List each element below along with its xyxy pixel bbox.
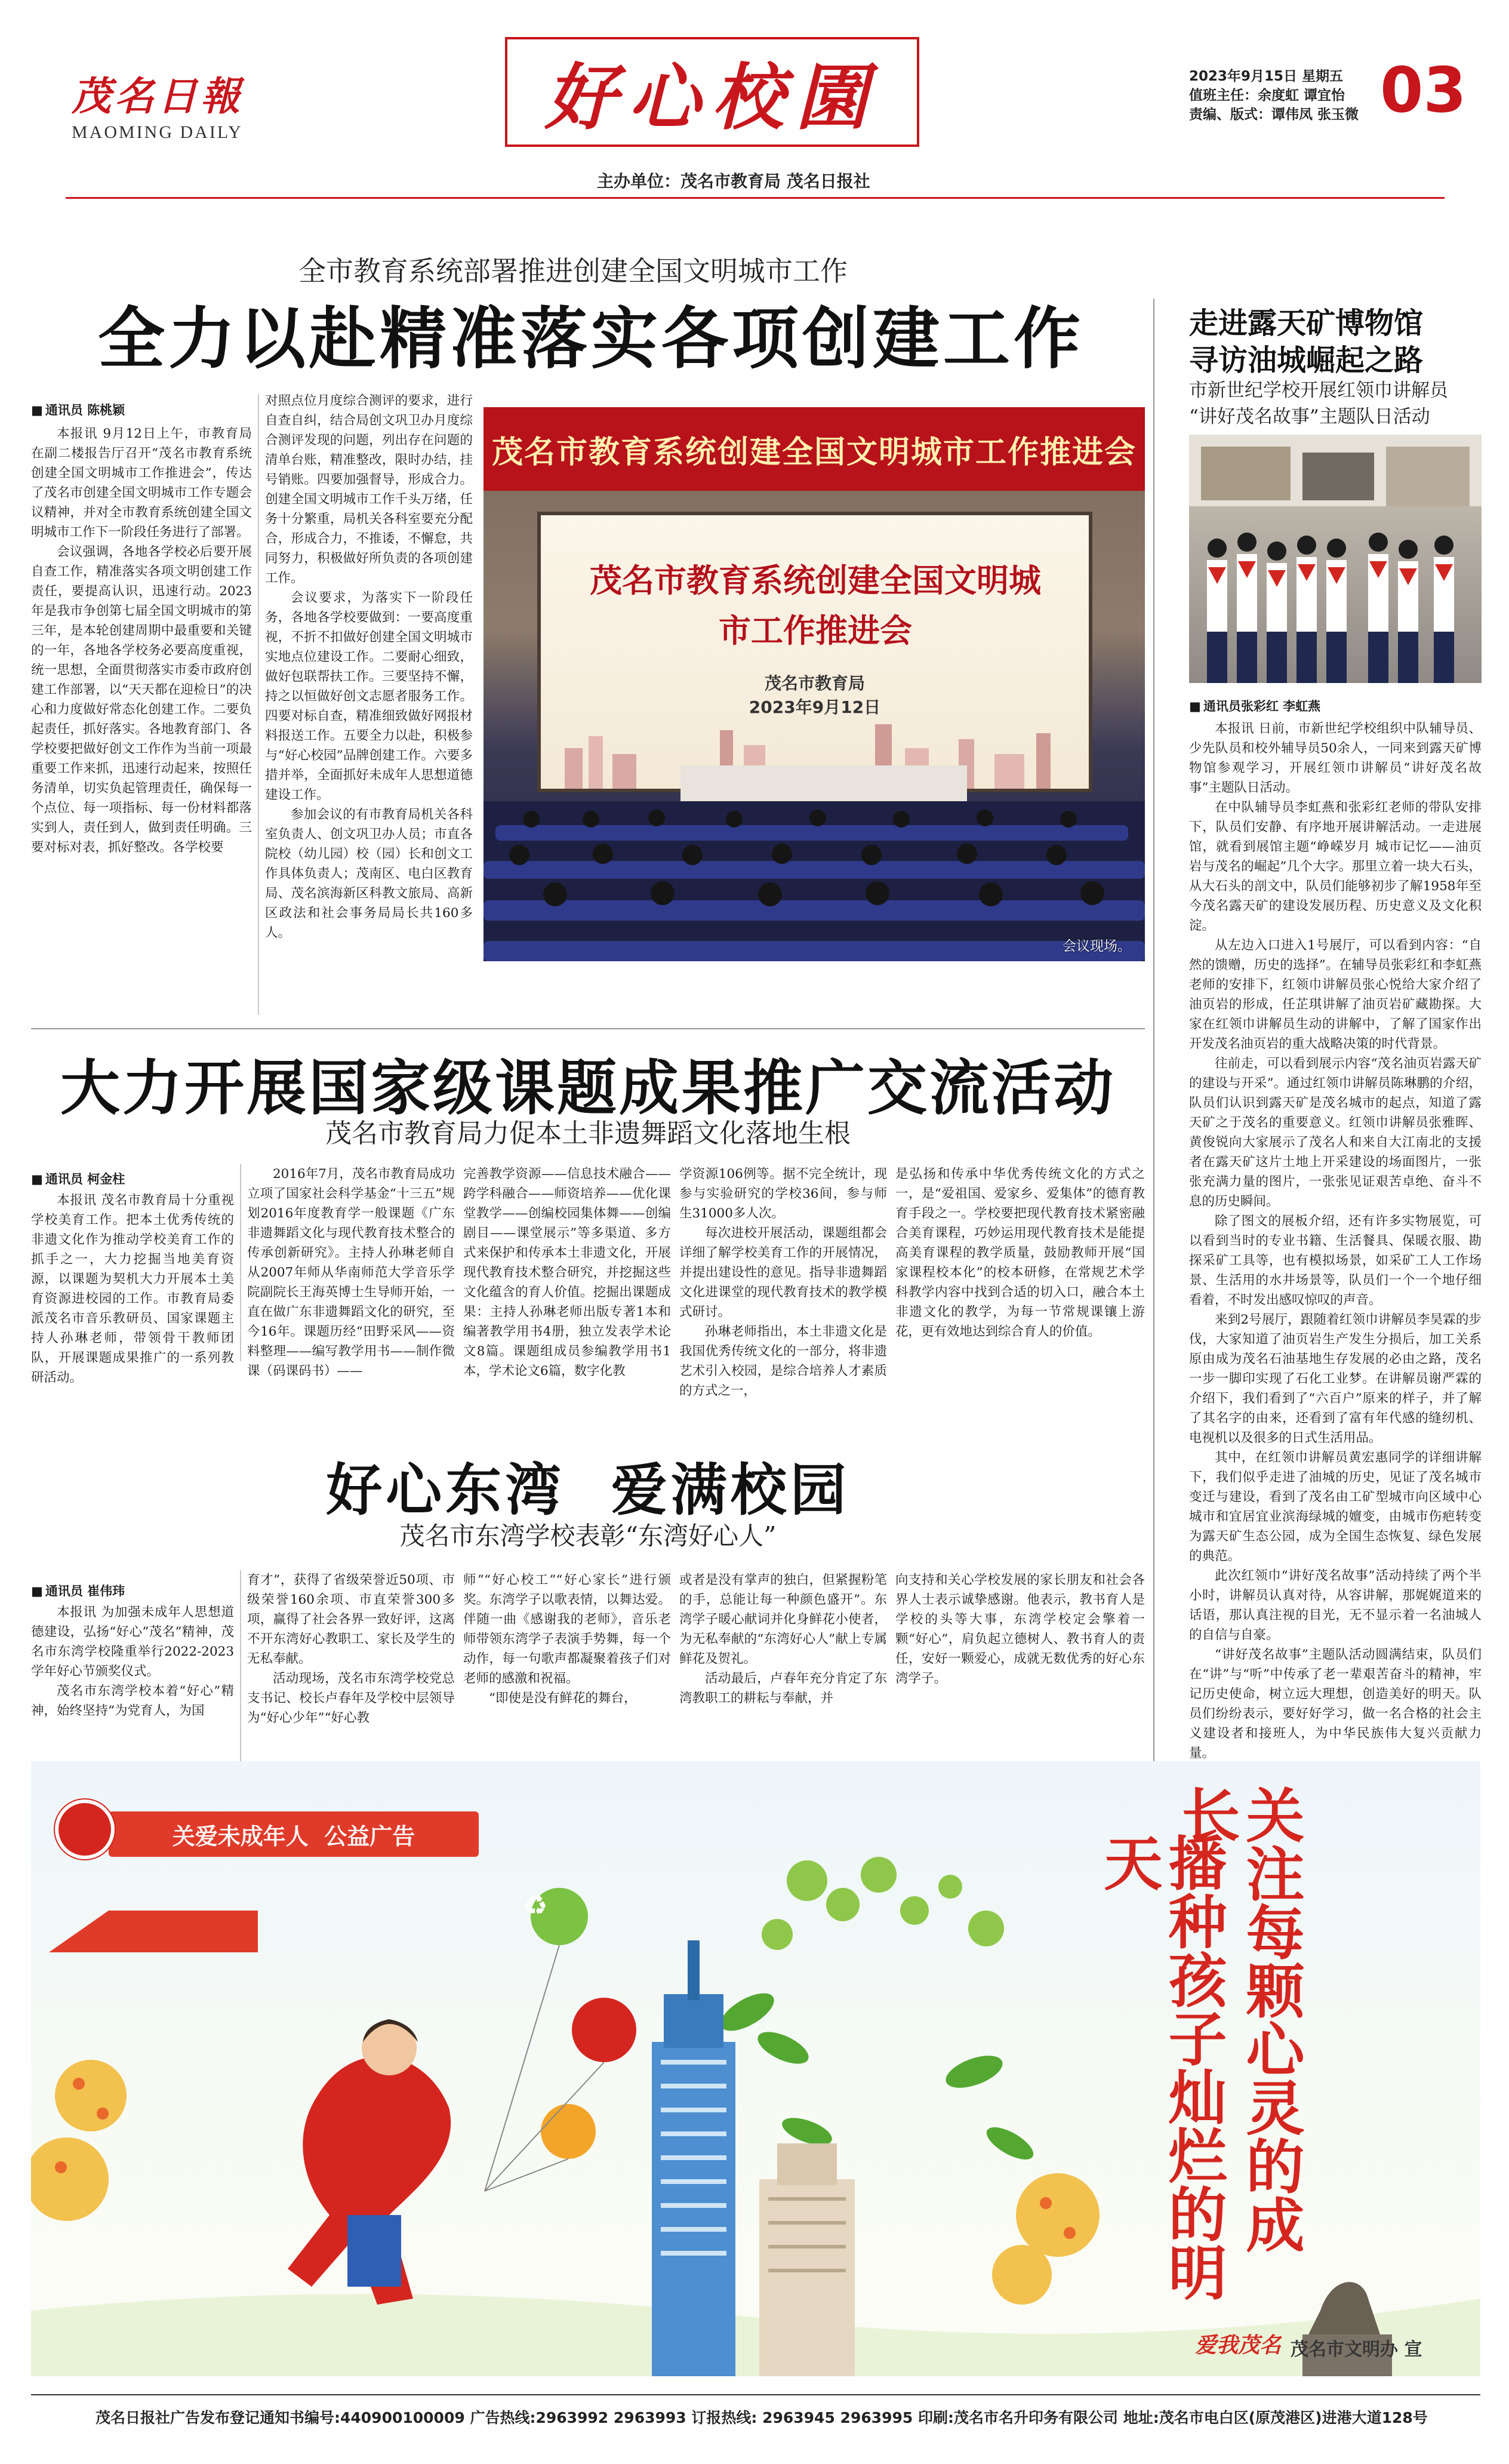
sidebar-headline bbox=[1189, 304, 1488, 379]
paragraph: 向支持和关心学校发展的家长朋友和社会各界人士表示诚挚感谢。他表示，教书育人是学校的头等大事，东湾学校定会擎着一颗“好心”，肩负起立德树人、教书育人的责任，安好一颗爱心，成就无数优秀的好心东湾学子。 bbox=[895, 1573, 1145, 1686]
section-divider bbox=[31, 1028, 1145, 1029]
article-3-col-1 bbox=[31, 1602, 234, 1721]
sidebar-body bbox=[1189, 719, 1482, 1763]
article-1-byline: ■ 通讯员 陈桃颖 bbox=[31, 400, 240, 420]
paragraph: 本报讯 日前，市新世纪学校组织中队辅导员、少先队员和校外辅导员50余人，一同来到露天矿博物馆参观学习，开展红领巾讲解员“讲好茂名故事”主题队日活动。 bbox=[1189, 721, 1482, 795]
column-divider bbox=[240, 1164, 241, 1361]
article-2-col-1 bbox=[31, 1191, 234, 1388]
paragraph: 是弘扬和传承中华优秀传统文化的方式之一，是“爱祖国、爱家乡、爱集体”的德育教育手段之一。学校要把现代教育技术紧密融合美育课程，巧妙运用现代教育技术是能提高美育课程的教学质量，鼓励教师开展“国家课程校本化”的校本研修，在常规艺术学科教学内容中找到合适的切入口，融合本土非遗文化的教学，为每一节常规课镶上游花，更有效地达到综合育人的价值。 bbox=[895, 1167, 1145, 1339]
article-3-col-2 bbox=[247, 1570, 455, 1728]
paragraph: 每次进校开展活动，课题组都会详细了解学校美育工作的开展情况，并提出建设性的意见。指导非遗舞蹈文化进课堂的现代教育技术的教学模式研讨。 bbox=[679, 1226, 887, 1319]
article-1-col-2 bbox=[265, 391, 473, 943]
paragraph: 对照点位月度综合测评的要求，进行自查自纠，结合局创文巩卫办月度综合测评发现的问题，列出存在问题的清单台账，精准整改，限时办结，挂号销账。四要加强督导，形成合力。创建全国文明城市工作千头万绪，任务十分繁重，局机关各科室要充分配合，形成合力，不推诿，不懈怠，共同努力，积极做好所负责的各项创建工作。 bbox=[265, 393, 473, 586]
article-3-col-3 bbox=[463, 1570, 671, 1708]
meeting-photo bbox=[484, 407, 1145, 961]
museum-photo bbox=[1189, 435, 1482, 683]
audience-graphic bbox=[484, 801, 1145, 961]
article-2-byline: ■ 通讯员 柯金柱 bbox=[31, 1169, 228, 1189]
column-divider bbox=[240, 1570, 241, 1767]
article-2 bbox=[0, 1033, 1152, 1398]
ad-tag: 爱我茂名 bbox=[1195, 2333, 1282, 2358]
paragraph: 活动现场，茂名市东湾学校党总支书记、校长卢春年及学校中层领导为“好心少年”“好心教 bbox=[247, 1671, 455, 1725]
paragraph: 往前走，可以看到展示内容“茂名油页岩露天矿的建设与开采”。通过红领巾讲解员陈琳鹏的介绍，队员们认识到露天矿是茂名城市的起点，知道了露天矿之于茂名的重要意义。红领巾讲解员张雅晖、黄俊锐向大家展示了茂名人和来自大江南北的支援者在露天矿这片土地上开采建设的场面图片，一张张充满力量的图片，一张张见证艰苦卓绝、奋斗不息的历史瞬间。 bbox=[1189, 1056, 1482, 1209]
paragraph: 本报讯 9月12日上午，市教育局在副二楼报告厅召开“茂名市教育系统创建全国文明城市工作推进会”，传达了茂名市创建全国文明城市工作专题会议精神，并对全市教育系统创建全国文明城市工作下一阶段任务进行了部署。 bbox=[31, 426, 252, 540]
article-3-subhead: 茂名市东湾学校表彰“东湾好心人” bbox=[399, 1521, 777, 1551]
article-2-headline: 大力开展国家级课题成果推广交流活动 bbox=[60, 1053, 1116, 1123]
article-2-col-5 bbox=[895, 1164, 1145, 1342]
article-1-kicker: 全市教育系统部署推进创建全国文明城市工作 bbox=[298, 255, 848, 287]
article-2-col-3 bbox=[463, 1164, 671, 1381]
ad-slogan-line-1: 关注每颗心灵的成长 bbox=[1172, 1785, 1304, 2253]
footer-rule bbox=[31, 2394, 1480, 2395]
projection-screen bbox=[537, 512, 1092, 792]
ad-emblem-icon bbox=[55, 1799, 115, 1859]
sidebar-byline: ■ 通讯员张彩红 李虹燕 bbox=[1189, 696, 1482, 716]
screen-title bbox=[577, 556, 1054, 656]
article-3 bbox=[0, 1367, 1152, 1785]
article-3-byline: ■ 通讯员 崔伟玮 bbox=[31, 1581, 228, 1601]
paragraph: 活动最后，卢春年充分肯定了东湾教职工的耕耘与奉献，并 bbox=[679, 1671, 887, 1706]
paragraph: 从左边入口进入1号展厅，可以看到内容：“自然的馈赠，历史的选择”。在辅导员张彩红和李虹燕老师的安排下，红领巾讲解员张心悦给大家介绍了油页岩的形成，任芷琪讲解了油页岩矿藏勘探。大家在红领巾讲解员生动的讲解中，了解了国家作出开发茂名油页岩的重大战略决策的时代背景。 bbox=[1189, 938, 1482, 1051]
screen-title-text: 茂名市教育系统创建全国文明城市工作推进会 bbox=[590, 562, 1041, 650]
ad-slogan bbox=[1094, 1785, 1452, 2311]
paragraph: 其中，在红领巾讲解员黄宏惠同学的详细讲解下，我们似乎走进了油城的历史，见证了茂名城市变迁与建设，看到了茂名由工矿型城市向区域中心城市和宜居宜业滨海绿城的嬗变，由城市伤疤转变为露天矿生态公园，成为全国生态恢复、绿色发展的典范。 bbox=[1189, 1450, 1482, 1564]
sidebar-headline-line-2: 寻访油城崛起之路 bbox=[1189, 343, 1424, 377]
wall-banner bbox=[484, 407, 1145, 491]
banner-text: 茂名市教育系统创建全国文明城市工作推进会 bbox=[491, 434, 1137, 470]
paragraph: 参加会议的有市教育局机关各科室负责人、创文巩卫办人员；市直各院校（幼儿园）校（园）长和创文工作具体负责人；茂南区、电白区教育局、茂名滨海新区科教文旅局、高新区政法和社会事务局局长共160多人。 bbox=[265, 807, 473, 940]
paragraph: 本报讯 茂名市教育局十分重视学校美育工作。把本土优秀传统的非遗文化作为推动学校美育工作的抓手之一，大力挖掘当地美育资源，以课题为契机大力开展本土美育资源进校园的工作。市教育局委派茂名市音乐教研员、国家课题主持人孙琳老师，带领骨干教师团队，开展课题成果推广的一系列教研活动。 bbox=[31, 1193, 234, 1385]
audience bbox=[484, 801, 1145, 961]
screen-date: 2023年9月12日 bbox=[749, 697, 881, 717]
article-2-subhead: 茂名市教育局力促本土非遗舞蹈文化落地生根 bbox=[325, 1118, 851, 1149]
paragraph: 会议强调，各地各学校必后要开展自查工作，精准落实各项文明创建工作责任，要提高认识，迅速行动。2023年是我市争创第七届全国文明城市的第三年，是本轮创建周期中最重要和关键的一年，各地各学校务必要高度重视，统一思想，全面贯彻落实市委市政府创建工作部署，以“天天都在迎检日”的决心和力度做好常态化创建工作。二要负起责任，抓好落实。各地教育部门、各学校要把做好创文工作作为当前一项最重要工作来抓，迅速行动起来，按照任务清单，切实负起管理责任，确保每一个点位、每一项指标、每一份材料都落实到人，责任到人，做到责任明确。三要对标对表，抓好整改。各学校要 bbox=[31, 545, 252, 855]
paragraph: 茂名市东湾学校本着“好心”精神，始终坚持“为党育人，为国 bbox=[31, 1684, 234, 1718]
paragraph: 除了图文的展板介绍，还有许多实物展览，可以看到当时的专业书籍、生活餐具、保暖衣服、勘探采矿工具等，也有模拟场景，如采矿工人工作场景、生活用的水井场景等，队员们一个一个地仔细看着，不时发出感叹惊叹的声音。 bbox=[1189, 1214, 1482, 1308]
paragraph: 本报讯 为加强未成年人思想道德建设，弘扬“好心”茂名”精神，茂名市东湾学校隆重举行2022-2023学年好心节颁奖仪式。 bbox=[31, 1605, 234, 1679]
page-number: 03 bbox=[1380, 54, 1467, 127]
issue-date: 2023年9月15日 星期五 bbox=[1189, 69, 1344, 84]
article-3-headline: 好心东湾 爱满校园 bbox=[326, 1457, 850, 1523]
paragraph: 会议要求，为落实下一阶段任务，各地各学校要做到：一要高度重视，不折不扣做好创建全国文明城市实地点位建设工作。二要耐心细致，做好包联帮扶工作。三要坚持不懈，持之以恒做好创文志愿者服务工作。四要对标自查，精准细致做好网报材料报送工作。五要全力以赴，积极参与“好心校园”品牌创建工作。六要多措并举，全面抓好未成年人思想道德建设工作。 bbox=[265, 590, 473, 802]
article-2-col-2 bbox=[247, 1164, 455, 1381]
issue-info bbox=[1189, 67, 1359, 124]
recycle-icon: ♻ bbox=[523, 1889, 548, 1921]
ad-label bbox=[109, 1811, 479, 1857]
logo-en: MAOMING DAILY bbox=[72, 122, 243, 142]
paragraph: 育才”，获得了省级荣誉近50项、市级荣誉160余项、市直荣誉300多项，赢得了社会各界一致好评，这离不开东湾好心教职工、家长及学生的无私奉献。 bbox=[247, 1573, 455, 1666]
duty-editor: 值班主任：余度虹 谭宜怡 bbox=[1189, 88, 1345, 103]
article-3-col-4 bbox=[679, 1570, 887, 1708]
sidebar-article bbox=[1159, 299, 1482, 1875]
sidebar-subhead-line-2: “讲好茂名故事”主题队日活动 bbox=[1189, 406, 1430, 427]
paragraph: 来到2号展厅，跟随着红领巾讲解员李昊霖的步伐，大家知道了油页岩生产发生分损后，加工关系原由成为茂名石油基地生存发展的必由之路，茂名一步一脚印实现了石化工业梦。在讲解员谢严霖的介绍下，我们看到了“六百户”原来的样子，并了解了其名字的由来，还看到了富有年代感的缝纫机、电视机以及很多的日式生活用品。 bbox=[1189, 1312, 1482, 1445]
logo-cn: 茂名日報 bbox=[72, 73, 244, 119]
section-title: 好心校園 bbox=[545, 56, 879, 140]
ad-office: 茂名市文明办 宣 bbox=[1291, 2339, 1422, 2360]
article-1-headline: 全力以赴精准落实各项创建工作 bbox=[98, 300, 1084, 378]
sponsor-line: 主办单位：茂名市教育局 茂名日报社 bbox=[597, 171, 870, 191]
paragraph: 2016年7月，茂名市教育局成功立项了国家社会科学基金“十三五”规划2016年度教育学一般课题《广东非遗舞蹈文化与现代教育技术整合的传承创新研究》。主持人孙琳老师自从2007年师从华南师范大学音乐学院副院长王海英博士生导师开始，一直在做广东非遗舞蹈文化的研究，至今16年。课题历经“田野采风——资料整理——编写教学用书——制作微课（码课码书）—— bbox=[247, 1167, 455, 1379]
main-sidebar-divider bbox=[1153, 299, 1154, 1875]
paragraph: “即使是没有鲜花的舞台， bbox=[489, 1691, 637, 1706]
sidebar-subhead bbox=[1189, 377, 1488, 430]
paragraph: 完善教学资源——信息技术融合——跨学科融合——师资培养——优化课堂教学——创编校园集体舞——创编剧目——课堂展示”等多渠道、多方式来保护和传承本土非遗文化，开展现代教育技术整合研究，并挖掘这些文化蕴含的育人价值。挖掘出课题成果：主持人孙琳老师出版专著1本和编著教学用书4册，独立发表学术论文8篇。课题组成员参编教学用书1本，学术论文6篇，数字化教 bbox=[463, 1167, 671, 1379]
sidebar-subhead-line-1: 市新世纪学校开展红领巾讲解员 bbox=[1189, 380, 1448, 401]
paragraph: 师”“好心校工”“好心家长”进行颁奖。东湾学子以歌表情，以舞达爱。伴随一曲《感谢我的老师》，音乐老师带领东湾学子表演手势舞，每一个动作，每一句歌声都凝聚着孩子们对老师的感激和祝福。 bbox=[463, 1573, 671, 1686]
article-2-col-4 bbox=[679, 1164, 887, 1401]
paragraph: “讲好茂名故事”主题队活动圆满结束，队员们在“讲”与“听”中传承了老一辈艰苦奋斗的精神，牢记历史使命，树立远大理想，创造美好的明天。队员们纷纷表示，要好好学习，做一名合格的社会主义建设者和接班人，为中华民族伟大复兴贡献力量。 bbox=[1189, 1647, 1482, 1761]
column-divider bbox=[258, 394, 259, 1015]
photo-caption: 会议现场。 bbox=[1063, 939, 1131, 954]
footer-info: 茂名日报社广告发布登记通知书编号:440900100009 广告热线:2963992 2963993 订报热线: 2963945 2963995 印刷:茂名市名升印务有限公司 地址:茂名市电白区(原茂港区)进港大道128号 bbox=[96, 2409, 1428, 2426]
article-3-col-5 bbox=[895, 1570, 1145, 1688]
ad-label-text: 关爱未成年人 公益广告 bbox=[172, 1823, 415, 1850]
screen-org: 茂名市教育局 bbox=[764, 673, 865, 693]
sidebar-headline-line-1: 走进露天矿博物馆 bbox=[1189, 306, 1424, 340]
museum-photo-graphic bbox=[1189, 435, 1482, 683]
paragraph: 孙琳老师指出，本土非遗文化是我国优秀传统文化的一部分，将非遗艺术引入校园，是综合培养人才素质的方式之一， bbox=[679, 1324, 887, 1398]
podium-table bbox=[680, 765, 967, 801]
public-service-ad bbox=[31, 1761, 1480, 2376]
paragraph: 或者是没有掌声的独白，但紧握粉笔的手，总能让每一种颜色盛开”。东湾学子暖心献词并化身鲜花小使者，为无私奉献的“东湾好心人”献上专属鲜花及贺礼。 bbox=[679, 1573, 887, 1666]
paragraph: 此次红领巾“讲好茂名故事”活动持续了两个半小时，讲解员认真对待，从容讲解，那娓娓道来的话语，那认真注视的目光，无不显示着一名油城人的自信与自豪。 bbox=[1189, 1568, 1482, 1642]
paragraph: 在中队辅导员李虹燕和张彩红老师的带队安排下，队员们安静、有序地开展讲解活动。一走进展馆，就看到展馆主题“峥嵘岁月 城市记忆——油页岩与茂名的崛起”几个大字。那里立着一块大石头，从大石头的剖文中，队员们能够初步了解1958年至今茂名露天矿的建设发展历程、历史意义及文化积淀。 bbox=[1189, 800, 1482, 933]
paragraph: 学资源106例等。据不完全统计，现参与实验研究的学校36间，参与师生31000多人次。 bbox=[679, 1167, 887, 1221]
article-1-col-1 bbox=[31, 424, 252, 857]
article-1 bbox=[0, 0, 1152, 1027]
page-editors: 责编、版式：谭伟凤 张玉微 bbox=[1189, 107, 1359, 122]
ad-slogan-line-2: 播种孩子灿烂的明天 bbox=[1094, 1833, 1227, 2301]
